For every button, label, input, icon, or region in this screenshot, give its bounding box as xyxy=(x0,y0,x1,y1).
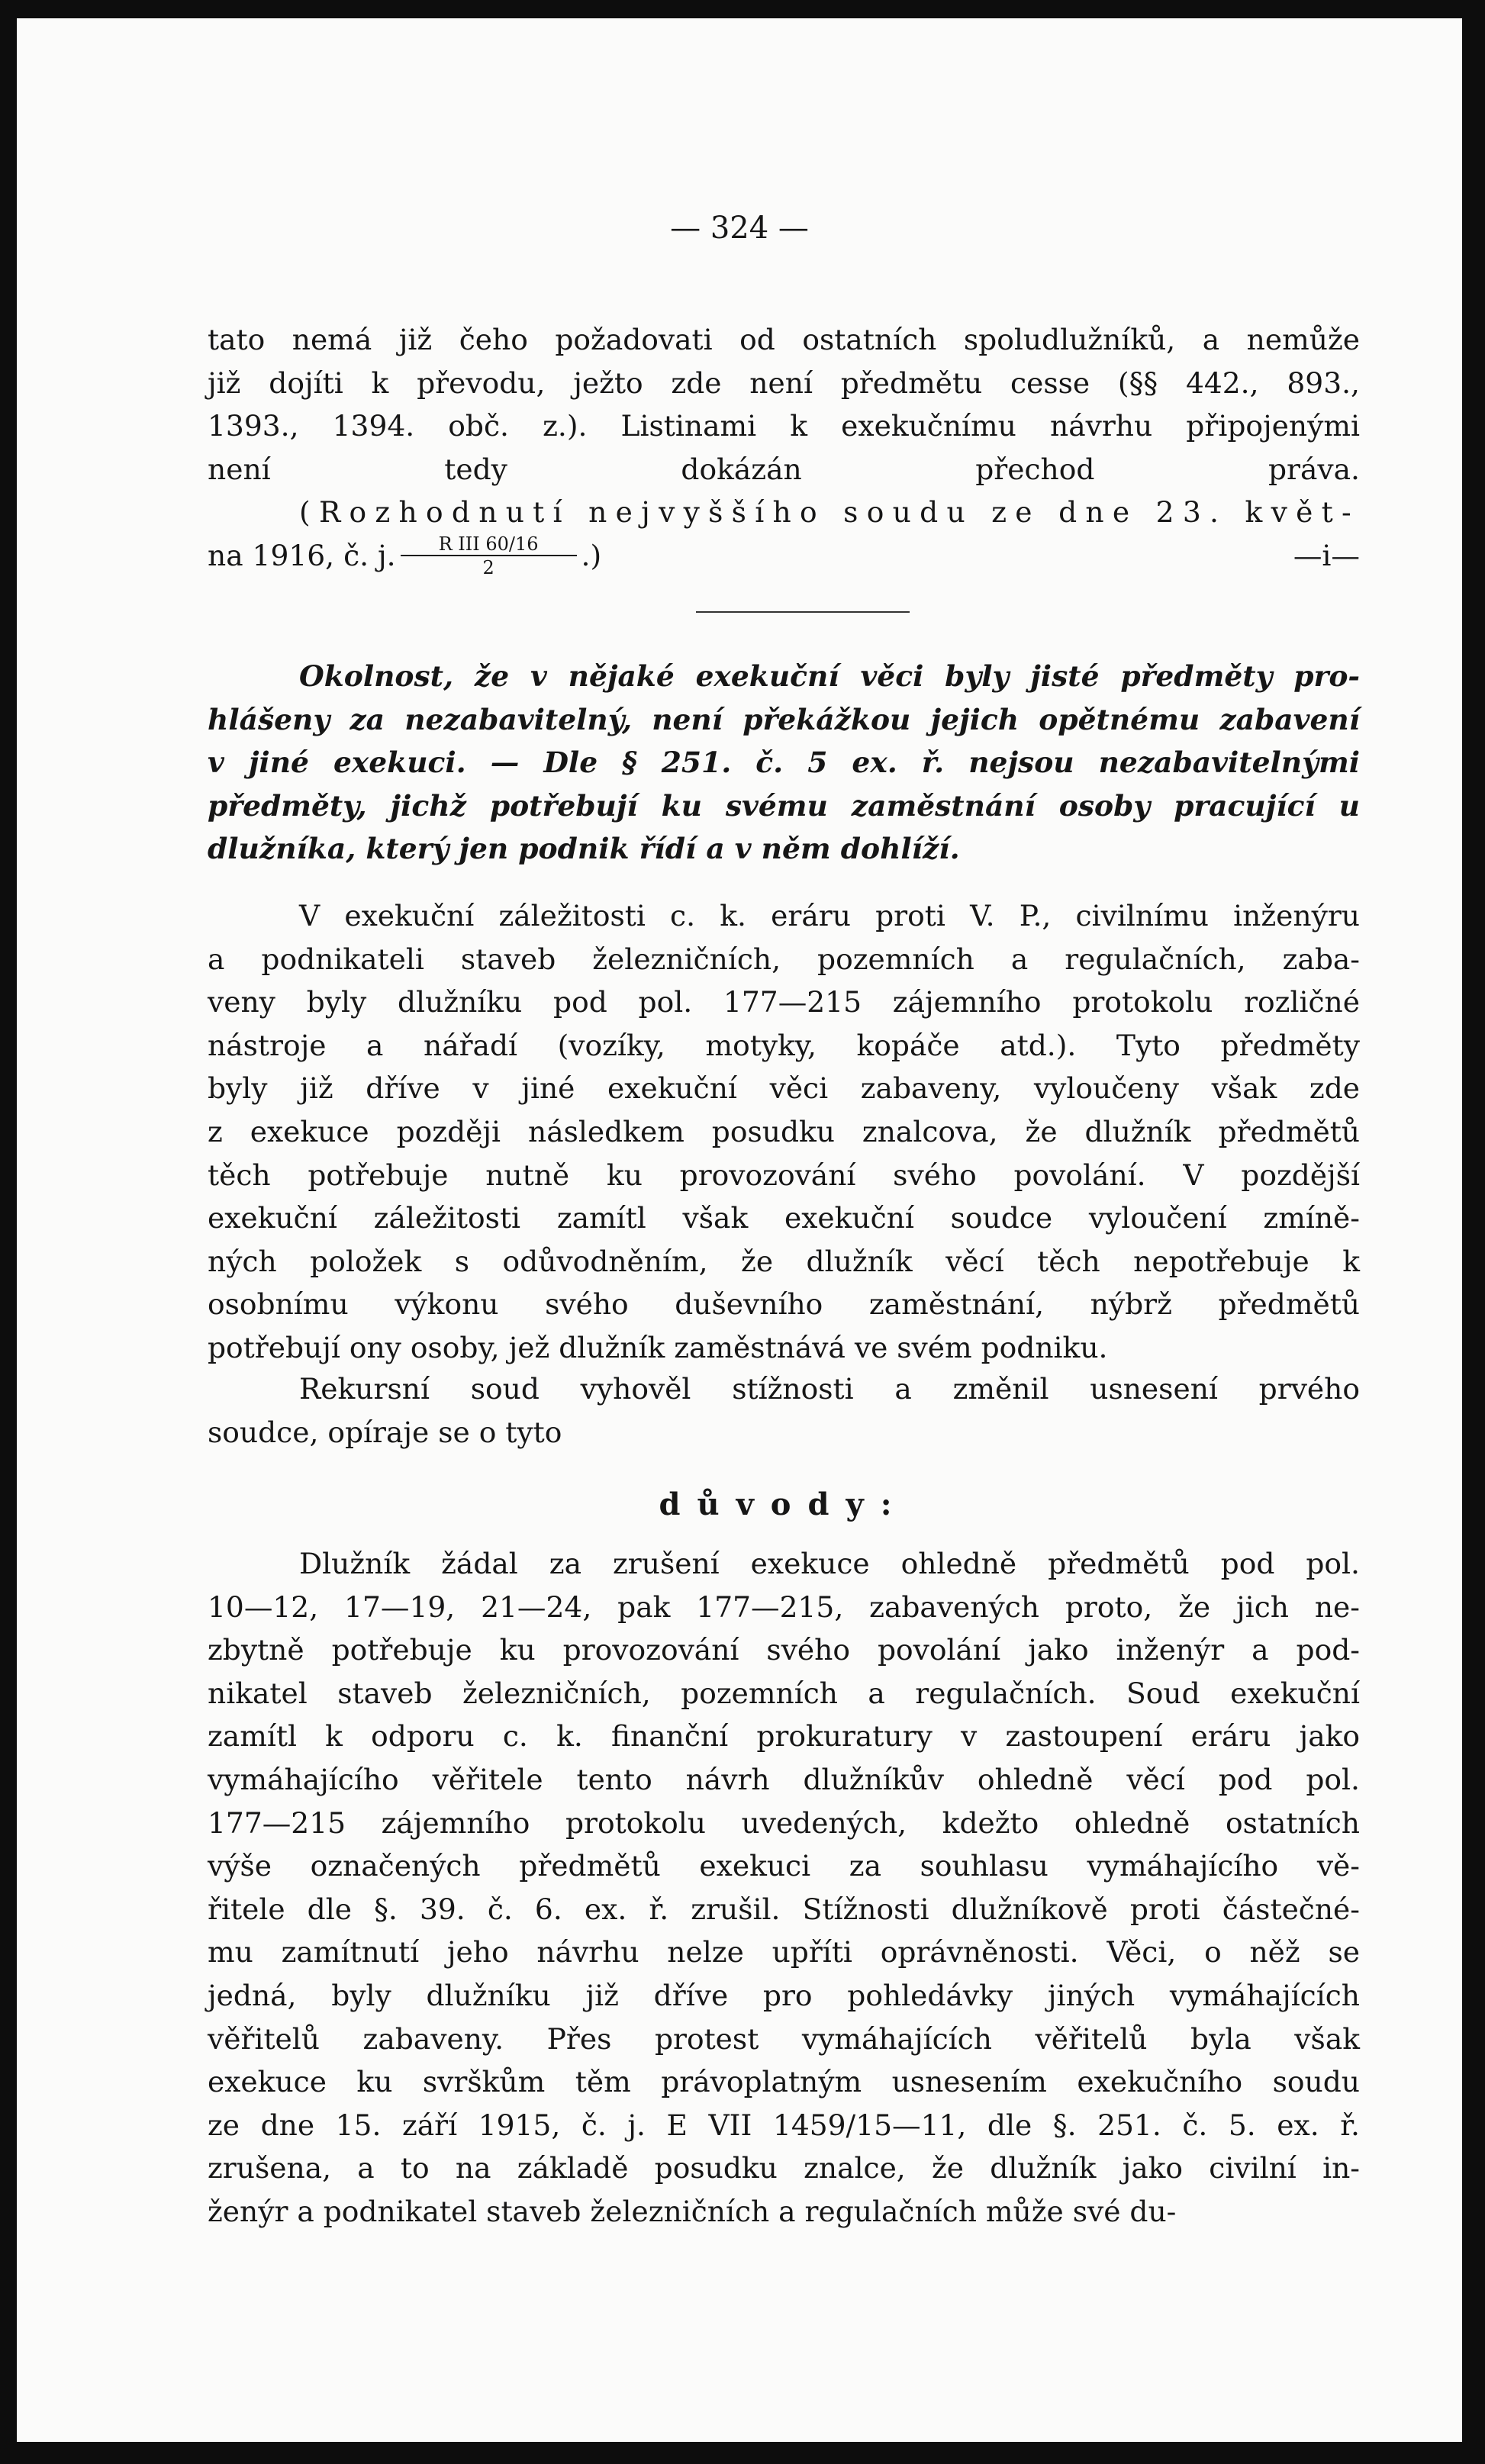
text-line: 1393., 1394. obč. z.). Listinami k exekučnímu návrhu připojenými xyxy=(208,409,1360,443)
text-line: byly již dříve v jiné exekuční věci zabaveny, vyloučeny však zde xyxy=(208,1071,1360,1106)
headnote xyxy=(208,655,1360,871)
text-line: z exekuce později následkem posudku znalcova, že dlužník předmětů xyxy=(208,1114,1360,1148)
text-line: věřitelů zabaveny. Přes protest vymáhajících věřitelů byla však xyxy=(208,2021,1360,2056)
headnote-line: předměty, jichž potřebují ku svému zaměstnání osoby pracující u xyxy=(208,788,1360,823)
text-line: ných položek s odůvodněním, že dlužník věcí těch nepotřebuje k xyxy=(208,1244,1360,1278)
headnote-line: Okolnost, že v nějaké exekuční věci byly jisté předměty pro- xyxy=(299,659,1360,693)
facts-paragraph xyxy=(208,894,1360,1370)
text-line: exekuce ku svrškům těm právoplatným usnesením exekučního soudu xyxy=(208,2065,1360,2099)
headnote-line: v jiné exekuci. — Dle § 251. č. 5 ex. ř. nejsou nezabavitelnými xyxy=(208,746,1360,780)
text-line: jedná, byly dlužníku již dříve pro pohledávky jiných vymáhajících xyxy=(208,1978,1360,2012)
section-heading: důvody: xyxy=(659,1486,909,1522)
text-line: Rekursní soud vyhověl stížnosti a změnil usnesení prvého xyxy=(299,1372,1360,1406)
reference-fraction xyxy=(401,535,577,577)
text-line: tato nemá již čeho požadovati od ostatních spoludlužníků, a nemůže xyxy=(208,323,1360,356)
closing-paragraph xyxy=(208,318,1360,578)
text-line: ze dne 15. září 1915, č. j. E VII 1459/15—11, dle §. 251. č. 5. ex. ř. xyxy=(208,2108,1360,2142)
text-line: zamítl k odporu c. k. finanční prokuratury v zastoupení eráru jako xyxy=(208,1719,1360,1754)
text-line: potřebují ony osoby, jež dlužník zaměstnává ve svém podniku. xyxy=(208,1330,1108,1364)
reference-number: R III 60/16 xyxy=(401,535,577,556)
document-page xyxy=(17,18,1462,2442)
text-line: již dojíti k převodu, ježto zde není předmětu cesse (§§ 442., 893., xyxy=(208,366,1360,400)
text-line: ženýr a podnikatel staveb železničních a regulačních může své du- xyxy=(208,2194,1177,2228)
text-line: a podnikateli staveb železničních, pozemních a regulačních, zaba- xyxy=(208,942,1360,976)
page-number: — 324 — xyxy=(670,211,809,246)
text-line: zbytně potřebuje ku provozování svého povolání jako inženýr a pod- xyxy=(208,1633,1360,1667)
reasons-paragraph xyxy=(208,1542,1360,2234)
text-line: osobnímu výkonu svého duševního zaměstnání, nýbrž předmětů xyxy=(208,1287,1360,1322)
court-suffix: .) xyxy=(581,538,602,572)
headnote-line: hlášeny za nezabavitelný, není překážkou jejich opětnému zabavení xyxy=(208,702,1360,736)
text-line: zrušena, a to na základě posudku znalce, že dlužník jako civilní in- xyxy=(208,2151,1360,2185)
text-line: exekuční záležitosti zamítl však exekuční soudce vyloučení zmíně- xyxy=(208,1201,1360,1235)
section-divider xyxy=(696,611,910,613)
reference-denominator: 2 xyxy=(482,556,494,578)
text-line: výše označených předmětů exekuci za souhlasu vymáhajícího vě- xyxy=(208,1849,1360,1883)
text-line: těch potřebuje nutně ku provozování svého povolání. V pozdější xyxy=(208,1158,1360,1192)
text-line: veny byly dlužníku pod pol. 177—215 zájemního protokolu rozličné xyxy=(208,985,1360,1019)
text-line: řitele dle §. 39. č. 6. ex. ř. zrušil. Stížnosti dlužníkově proti částečné- xyxy=(208,1892,1360,1926)
text-line: Dlužník žádal za zrušení exekuce ohledně předmětů pod pol. xyxy=(299,1547,1360,1580)
text-line: V exekuční záležitosti c. k. eráru proti V. P., civilnímu inženýru xyxy=(299,899,1360,932)
court-citation-line: (Rozhodnutí nejvyššího soudu ze dne 23. květ- xyxy=(299,495,1360,530)
text-line: nikatel staveb železničních, pozemních a regulačních. Soud exekuční xyxy=(208,1676,1360,1710)
text-line: nástroje a nářadí (vozíky, motyky, kopáče atd.). Tyto předměty xyxy=(208,1028,1360,1062)
court-reference-line xyxy=(208,534,1360,578)
text-line: vymáhajícího věřitele tento návrh dlužníkův ohledně věcí pod pol. xyxy=(208,1762,1360,1796)
text-line: 177—215 zájemního protokolu uvedených, kdežto ohledně ostatních xyxy=(208,1805,1360,1840)
court-prefix: na 1916, č. j. xyxy=(208,538,396,572)
text-line: 10—12, 17—19, 21—24, pak 177—215, zabavených proto, že jich ne- xyxy=(208,1590,1360,1624)
author-signature: —i— xyxy=(1293,538,1360,572)
text-line: soudce, opíraje se o tyto xyxy=(208,1415,562,1449)
text-line: mu zamítnutí jeho návrhu nelze upříti oprávněnosti. Věci, o něž se xyxy=(208,1935,1360,1970)
appeal-paragraph xyxy=(208,1367,1360,1454)
headnote-line: dlužníka, který jen podnik řídí a v něm dohlíží. xyxy=(208,832,960,866)
text-line: není tedy dokázán přechod práva. xyxy=(208,452,1360,486)
